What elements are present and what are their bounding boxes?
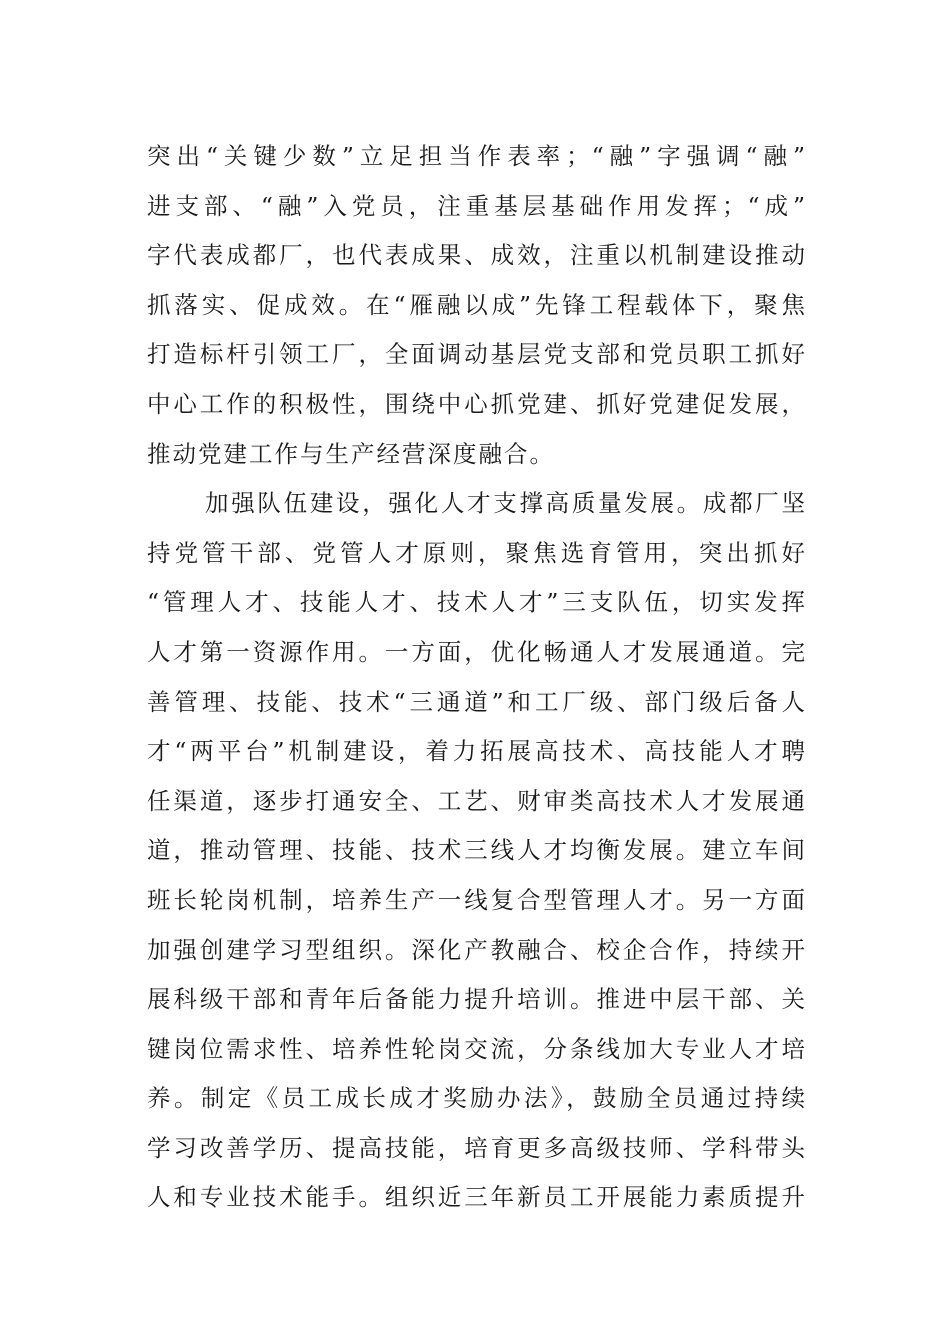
paragraph-line: 突出“关键少数”立足担当作表率；“融”字强调“融”: [147, 142, 807, 170]
document-body: [147, 132, 807, 1223]
paragraph-line: 展科级干部和青年后备能力提升培训。推进中层干部、关: [147, 985, 807, 1014]
paragraph-line: 中心工作的积极性，围绕中心抓党建、抓好党建促发展，: [147, 389, 807, 418]
paragraph-line: 人才第一资源作用。一方面，优化畅通人才发展通道。完: [147, 637, 807, 666]
paragraph-talent-team-building: [147, 479, 807, 1223]
paragraph-line: 班长轮岗机制，培养生产一线复合型管理人才。另一方面: [147, 885, 807, 914]
paragraph-line: 善管理、技能、技术“三通道”和工厂级、部门级后备人: [147, 687, 807, 716]
paragraph-line: 人和专业技术能手。组织近三年新员工开展能力素质提升: [147, 1183, 807, 1212]
paragraph-line: 道，推动管理、技能、技术三线人才均衡发展。建立车间: [147, 836, 807, 865]
paragraph-line: 进支部、“融”入党员，注重基层基础作用发挥；“成”: [147, 191, 807, 220]
paragraph-line: 养。制定《员工成长成才奖励办法》，鼓励全员通过持续: [147, 1084, 807, 1113]
paragraph-line: 键岗位需求性、培养性轮岗交流，分条线加大专业人才培: [147, 1034, 807, 1063]
paragraph-line: 打造标杆引领工厂，全面调动基层党支部和党员职工抓好: [147, 340, 807, 369]
paragraph-party-building-fusion: [147, 132, 807, 479]
paragraph-line: 才“两平台”机制建设，着力拓展高技术、高技能人才聘: [147, 737, 807, 766]
paragraph-line: 持党管干部、党管人才原则，聚焦选育管用，突出抓好: [147, 538, 807, 567]
paragraph-line: 学习改善学历、提高技能，培育更多高级技师、学科带头: [147, 1133, 807, 1162]
paragraph-line: 任渠道，逐步打通安全、工艺、财审类高技术人才发展通: [147, 786, 807, 815]
paragraph-line: 加强队伍建设，强化人才支撑高质量发展。成都厂坚: [205, 489, 807, 518]
paragraph-line: 抓落实、促成效。在“雁融以成”先锋工程载体下，聚焦: [147, 290, 807, 319]
paragraph-line: 加强创建学习型组织。深化产教融合、校企合作，持续开: [147, 935, 807, 964]
paragraph-line: “管理人才、技能人才、技术人才”三支队伍，切实发挥: [147, 588, 807, 617]
paragraph-line: 推动党建工作与生产经营深度融合。: [147, 439, 555, 468]
paragraph-line: 字代表成都厂，也代表成果、成效，注重以机制建设推动: [147, 241, 807, 270]
